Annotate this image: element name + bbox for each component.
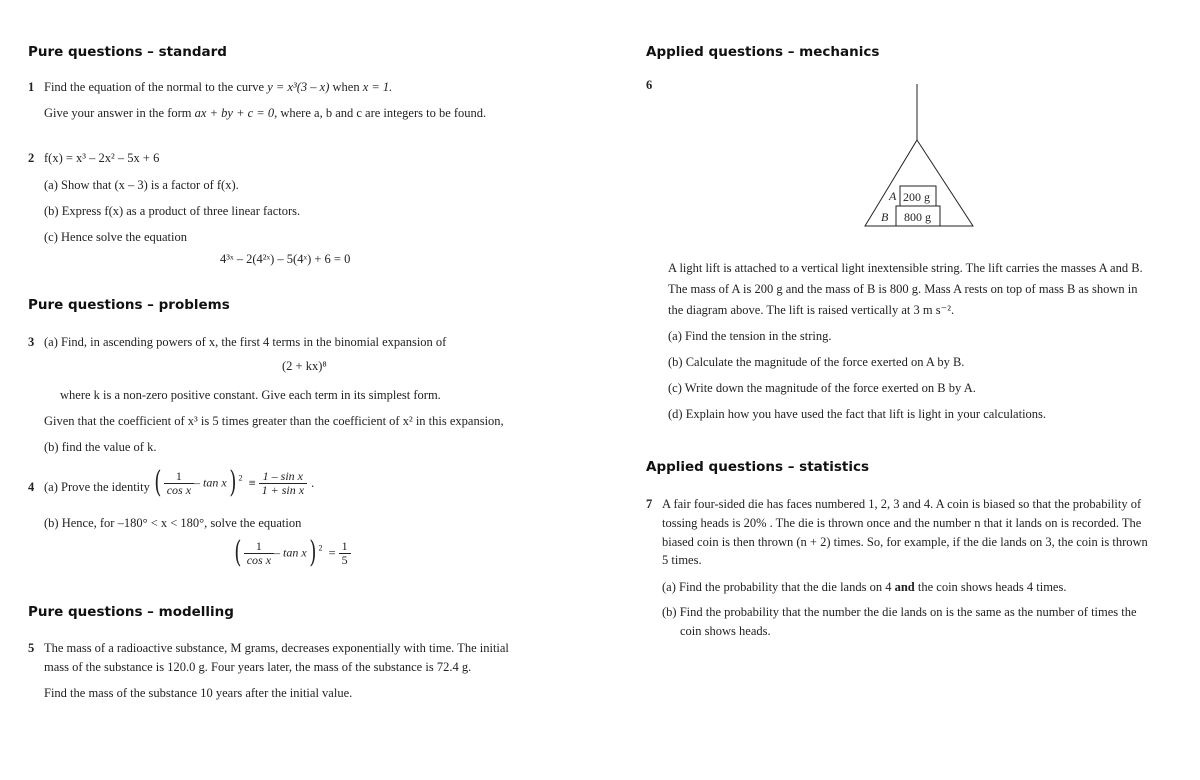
q6-part-b: (b) Calculate the magnitude of the force exerted on A by B. — [668, 355, 965, 369]
q5-line1: The mass of a radioactive substance, M grams, decreases exponentially with time. The initial — [44, 641, 509, 655]
q7-line1: A fair four-sided die has faces numbered 1, 2, 3 and 4. A coin is biased so that the probability of — [662, 497, 1142, 511]
q3-part-a: (a) Find, in ascending powers of x, the first 4 terms in the binomial expansion of — [44, 335, 447, 349]
label-a: A — [889, 189, 897, 203]
q4-number: 4 — [28, 480, 35, 494]
q6-para-3: the diagram above. The lift is raised vertically at 3 m s⁻². — [668, 303, 955, 317]
q6-para-2: The mass of A is 200 g and the mass of B is 800 g. Mass A rests on top of mass B as shown in — [668, 282, 1138, 296]
q2-function: f(x) = x³ – 2x² – 5x + 6 — [44, 151, 160, 165]
q7-line3: biased coin is then thrown (n + 2) times. So, for example, if the die lands on 3, the coin is thrown — [662, 535, 1148, 549]
heading-pure-standard: Pure questions – standard — [28, 44, 227, 60]
q5-line3: Find the mass of the substance 10 years after the initial value. — [44, 686, 353, 700]
q6-part-c: (c) Write down the magnitude of the force exerted on B by A. — [668, 381, 976, 395]
q7-part-b-line1: (b) Find the probability that the number the die lands on is the same as the number of times the — [662, 605, 1137, 619]
mass-b-value: 800 g — [904, 210, 931, 224]
q7-number: 7 — [646, 497, 653, 511]
q6-number: 6 — [646, 78, 653, 92]
q6-para-1: A light lift is attached to a vertical light inextensible string. The lift carries the masses A and B. — [668, 261, 1143, 275]
q2-part-a: (a) Show that (x – 3) is a factor of f(x). — [44, 178, 239, 192]
q1-line2: Give your answer in the form ax + by + c = 0, where a, b and c are integers to be found. — [44, 106, 487, 120]
q6-part-d: (d) Explain how you have used the fact that lift is light in your calculations. — [668, 407, 1047, 421]
q6-part-a: (a) Find the tension in the string. — [668, 329, 832, 343]
mass-a-value: 200 g — [903, 190, 930, 204]
q4-frac-one-over-cos: $\frac{1}{\text{cos x}}$ — [164, 470, 194, 497]
q4-part-a-label: (a) Prove the identity — [44, 480, 150, 494]
q4-equation: ( $\frac{1}{\text{cos x}}$ – tan x) $^2$ = $\frac{1}{5}$ — [232, 538, 351, 568]
q2-part-b: (b) Express f(x) as a product of three linear factors. — [44, 204, 301, 218]
q5-line2: mass of the substance is 120.0 g. Four years later, the mass of the substance is 72.4 g. — [44, 660, 472, 674]
heading-applied-statistics: Applied questions – statistics — [646, 459, 870, 475]
q1-line1: Find the equation of the normal to the curve y = x³(3 – x) when x = 1. — [44, 80, 393, 94]
q3-where: where k is a non-zero positive constant. Give each term in its simplest form. — [60, 388, 441, 402]
heading-pure-modelling: Pure questions – modelling — [28, 604, 234, 620]
q2-number: 2 — [28, 151, 35, 165]
q2-part-c: (c) Hence solve the equation — [44, 230, 187, 244]
label-b: B — [881, 210, 889, 224]
q5-number: 5 — [28, 641, 35, 655]
q1-number: 1 — [28, 80, 35, 94]
q3-given: Given that the coefficient of x³ is 5 times greater than the coefficient of x² in this expansion, — [44, 414, 504, 428]
q7-part-b-line2: coin shows heads. — [680, 624, 771, 638]
q4-rhs-fraction: $\frac{\text{1 – sin x}}{\text{1 + sin x}}$ — [259, 470, 307, 497]
q4-identity: ( $\frac{1}{\text{cos x}}$ – tan x) $^2$ ≡ $\frac{\text{1 – sin x}}{\text{1 + sin x}}$ . — [154, 465, 315, 500]
q2-equation: 4³ˣ – 2(4²ˣ) – 5(4ˣ) + 6 = 0 — [220, 252, 351, 266]
q4-part-b: (b) Hence, for –180° < x < 180°, solve the equation — [44, 516, 302, 530]
q4-rhs-one-fifth: $\frac{1}{5}$ — [339, 540, 351, 567]
q3-expression: (2 + kx)⁸ — [282, 359, 327, 373]
q3-part-b: (b) find the value of k. — [44, 440, 157, 454]
lift-diagram — [860, 80, 980, 232]
heading-applied-mechanics: Applied questions – mechanics — [646, 44, 880, 60]
q7-line2: tossing heads is 20% . The die is thrown once and the number n that it lands on is recorded. The — [662, 516, 1142, 530]
q7-line4: 5 times. — [662, 553, 702, 567]
q3-number: 3 — [28, 335, 35, 349]
q7-part-a: (a) Find the probability that the die lands on 4 and the coin shows heads 4 times. — [662, 580, 1067, 594]
heading-pure-problems: Pure questions – problems — [28, 297, 230, 313]
